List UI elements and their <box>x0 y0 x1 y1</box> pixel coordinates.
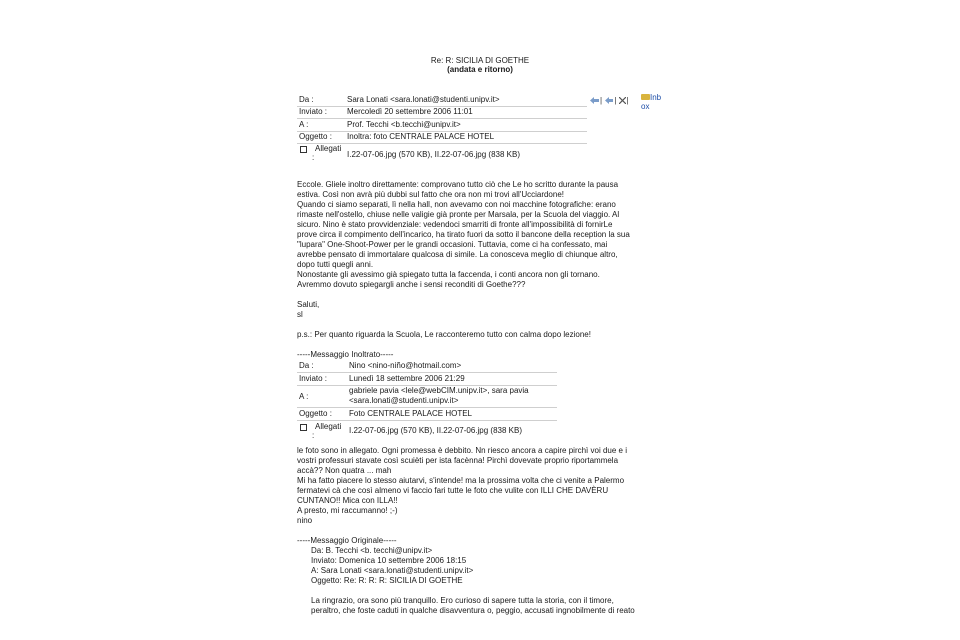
from-label: Da : <box>299 95 314 104</box>
delete-icon[interactable] <box>619 97 626 104</box>
body-line: estiva. Così non avrà più dubbi sul fatto che ora non mi trovi all'Ucciardone! <box>297 190 564 199</box>
fwd-body-line: Mi ha fatto piacere lo stesso aiutarvi, s'intende! ma la prossima volta che ci venite a Palermo <box>297 476 625 485</box>
email-subtitle: (andata e ritorno) <box>447 65 513 74</box>
divider <box>297 372 557 373</box>
body-line: "lupara" One-Shoot-Power per le grandi occasioni. Tuttavia, come ci ha confessato, mai <box>297 240 608 249</box>
original-separator: -----Messaggio Originale----- <box>297 536 397 545</box>
from-value: Sara Lonati <sara.lonati@studenti.unipv.it> <box>347 95 500 104</box>
fwd-body-line: accà?? Non quatra ... mah <box>297 466 392 475</box>
fwd-sent-value: Lunedì 18 settembre 2006 21:29 <box>349 374 465 383</box>
divider <box>297 407 557 408</box>
body-line: Quando ci siamo separati, lì nella hall, non avevamo con noi macchine fotografiche: erano <box>297 200 616 209</box>
signature: sl <box>297 310 303 319</box>
fwd-body-line: A presto, mi raccumanno! ;-) <box>297 506 398 515</box>
message-toolbar <box>590 96 629 106</box>
toolbar-separator: | <box>626 96 629 105</box>
fwd-to-value-cont: <sara.lonati@studenti.unipv.it> <box>349 396 459 405</box>
to-value: Prof. Tecchi <b.tecchi@unipv.it> <box>347 120 461 129</box>
orig-from: Da: B. Tecchi <b. tecchi@unipv.it> <box>311 546 433 555</box>
orig-sent: Inviato: Domenica 10 settembre 2006 18:15 <box>311 556 467 565</box>
fwd-to-value: gabriele pavia <lele@webCIM.unipv.it>, sara pavia <box>349 386 529 395</box>
subject-value: Inoltra: foto CENTRALE PALACE HOTEL <box>347 132 495 141</box>
fwd-to-label: A : <box>299 392 309 401</box>
reply-icon[interactable] <box>590 97 599 104</box>
orig-subject: Oggetto: Re: R: R: R: SICILIA DI GOETHE <box>311 576 463 585</box>
fwd-from-value: Nino <nino-niño@hotmail.com> <box>349 361 462 370</box>
body-line: Nonostante gli avessimo già spiegato tutta la faccenda, i conti ancora non gli tornano. <box>297 270 600 279</box>
fwd-attachments-colon: : <box>312 431 315 440</box>
sent-value: Mercoledì 20 settembre 2006 11:01 <box>347 107 473 116</box>
divider <box>297 420 557 421</box>
move-to-inbox-link[interactable]: Inb ox <box>641 93 662 111</box>
fwd-attachments-label: Allegati <box>315 422 342 431</box>
fwd-from-label: Da : <box>299 361 314 370</box>
body-line: dopo tutti quegli anni. <box>297 260 374 269</box>
body-line: Eccole. Gliele inoltro direttamente: comprovano tutto ciò che Le ho scritto durante la pausa <box>297 180 619 189</box>
body-line: avrebbe pensato di immortalare qualcosa di simile. La conosceva meglio di chiunque altro, <box>297 250 618 259</box>
fwd-subject-value: Foto CENTRALE PALACE HOTEL <box>349 409 472 418</box>
fwd-attachments-list[interactable]: I.22-07-06.jpg (570 KB), II.22-07-06.jpg (838 KB) <box>349 426 522 435</box>
attachments-colon: : <box>312 153 315 162</box>
subject-label: Oggetto : <box>299 132 332 141</box>
to-label: A : <box>299 120 309 129</box>
body-line: Avremmo dovuto spiegargli anche i sensi reconditi di Goethe??? <box>297 280 526 289</box>
toolbar-separator: | <box>614 96 617 105</box>
attachments-checkbox[interactable] <box>300 146 307 153</box>
fwd-body-line: le foto sono in allegato. Ogni promessa è debbito. Nn riesco ancora a capire pirchì voi due e i <box>297 446 627 455</box>
body-line: prove circa il compimento dell'incarico, ha tirato fuori da sotto il bancone della reception la sua <box>297 230 630 239</box>
email-subject: Re: R: SICILIA DI GOETHE <box>430 56 530 65</box>
sent-label: Inviato : <box>299 107 328 116</box>
body-line: sicuro. Nino è stato provvidenziale: vedendoci smarriti di fronte all'impossibilità di fornirLe <box>297 220 613 229</box>
orig-to: A: Sara Lonati <sara.lonati@studenti.unipv.it> <box>311 566 474 575</box>
closing-line: Saluti, <box>297 300 320 309</box>
orig-body-line: La ringrazio, ora sono più tranquillo. Ero curioso di sapere tutta la storia, con il timore, <box>311 596 614 605</box>
attachments-list[interactable]: I.22-07-06.jpg (570 KB), II.22-07-06.jpg (838 KB) <box>347 150 520 159</box>
fwd-body-line: vostri professuri stavate così scuièti per ista facènna! Pirchì dovevate proprio riportammela <box>297 456 619 465</box>
attachments-label: Allegati <box>315 144 342 153</box>
fwd-sent-label: Inviato : <box>299 374 328 383</box>
body-line: rimaste nell'ostello, chiuse nelle valigie già pronte per Marsala, per la Scuola del viaggio. Al <box>297 210 620 219</box>
fwd-body-line: CUNTANO!! Mica con ILLA!! <box>297 496 398 505</box>
forwarded-separator: -----Messaggio Inoltrato----- <box>297 350 394 359</box>
postscript: p.s.: Per quanto riguarda la Scuola, Le racconteremo tutto con calma dopo lezione! <box>297 330 591 339</box>
orig-body-line: peraltro, che foste caduti in qualche disavventura o, peggio, accusati ingnobilmente di reato <box>311 606 635 615</box>
fwd-attachments-checkbox[interactable] <box>300 424 307 431</box>
divider <box>297 118 587 119</box>
fwd-body-line: fermatevi cà che così almeno vi faccio fari tutte le foto che vulite con ILLI CHE DAVÈRU <box>297 486 609 495</box>
toolbar-separator: | <box>600 96 603 105</box>
reply-all-icon[interactable] <box>604 97 613 104</box>
fwd-subject-label: Oggetto : <box>299 409 332 418</box>
fwd-body-line: nino <box>297 516 313 525</box>
